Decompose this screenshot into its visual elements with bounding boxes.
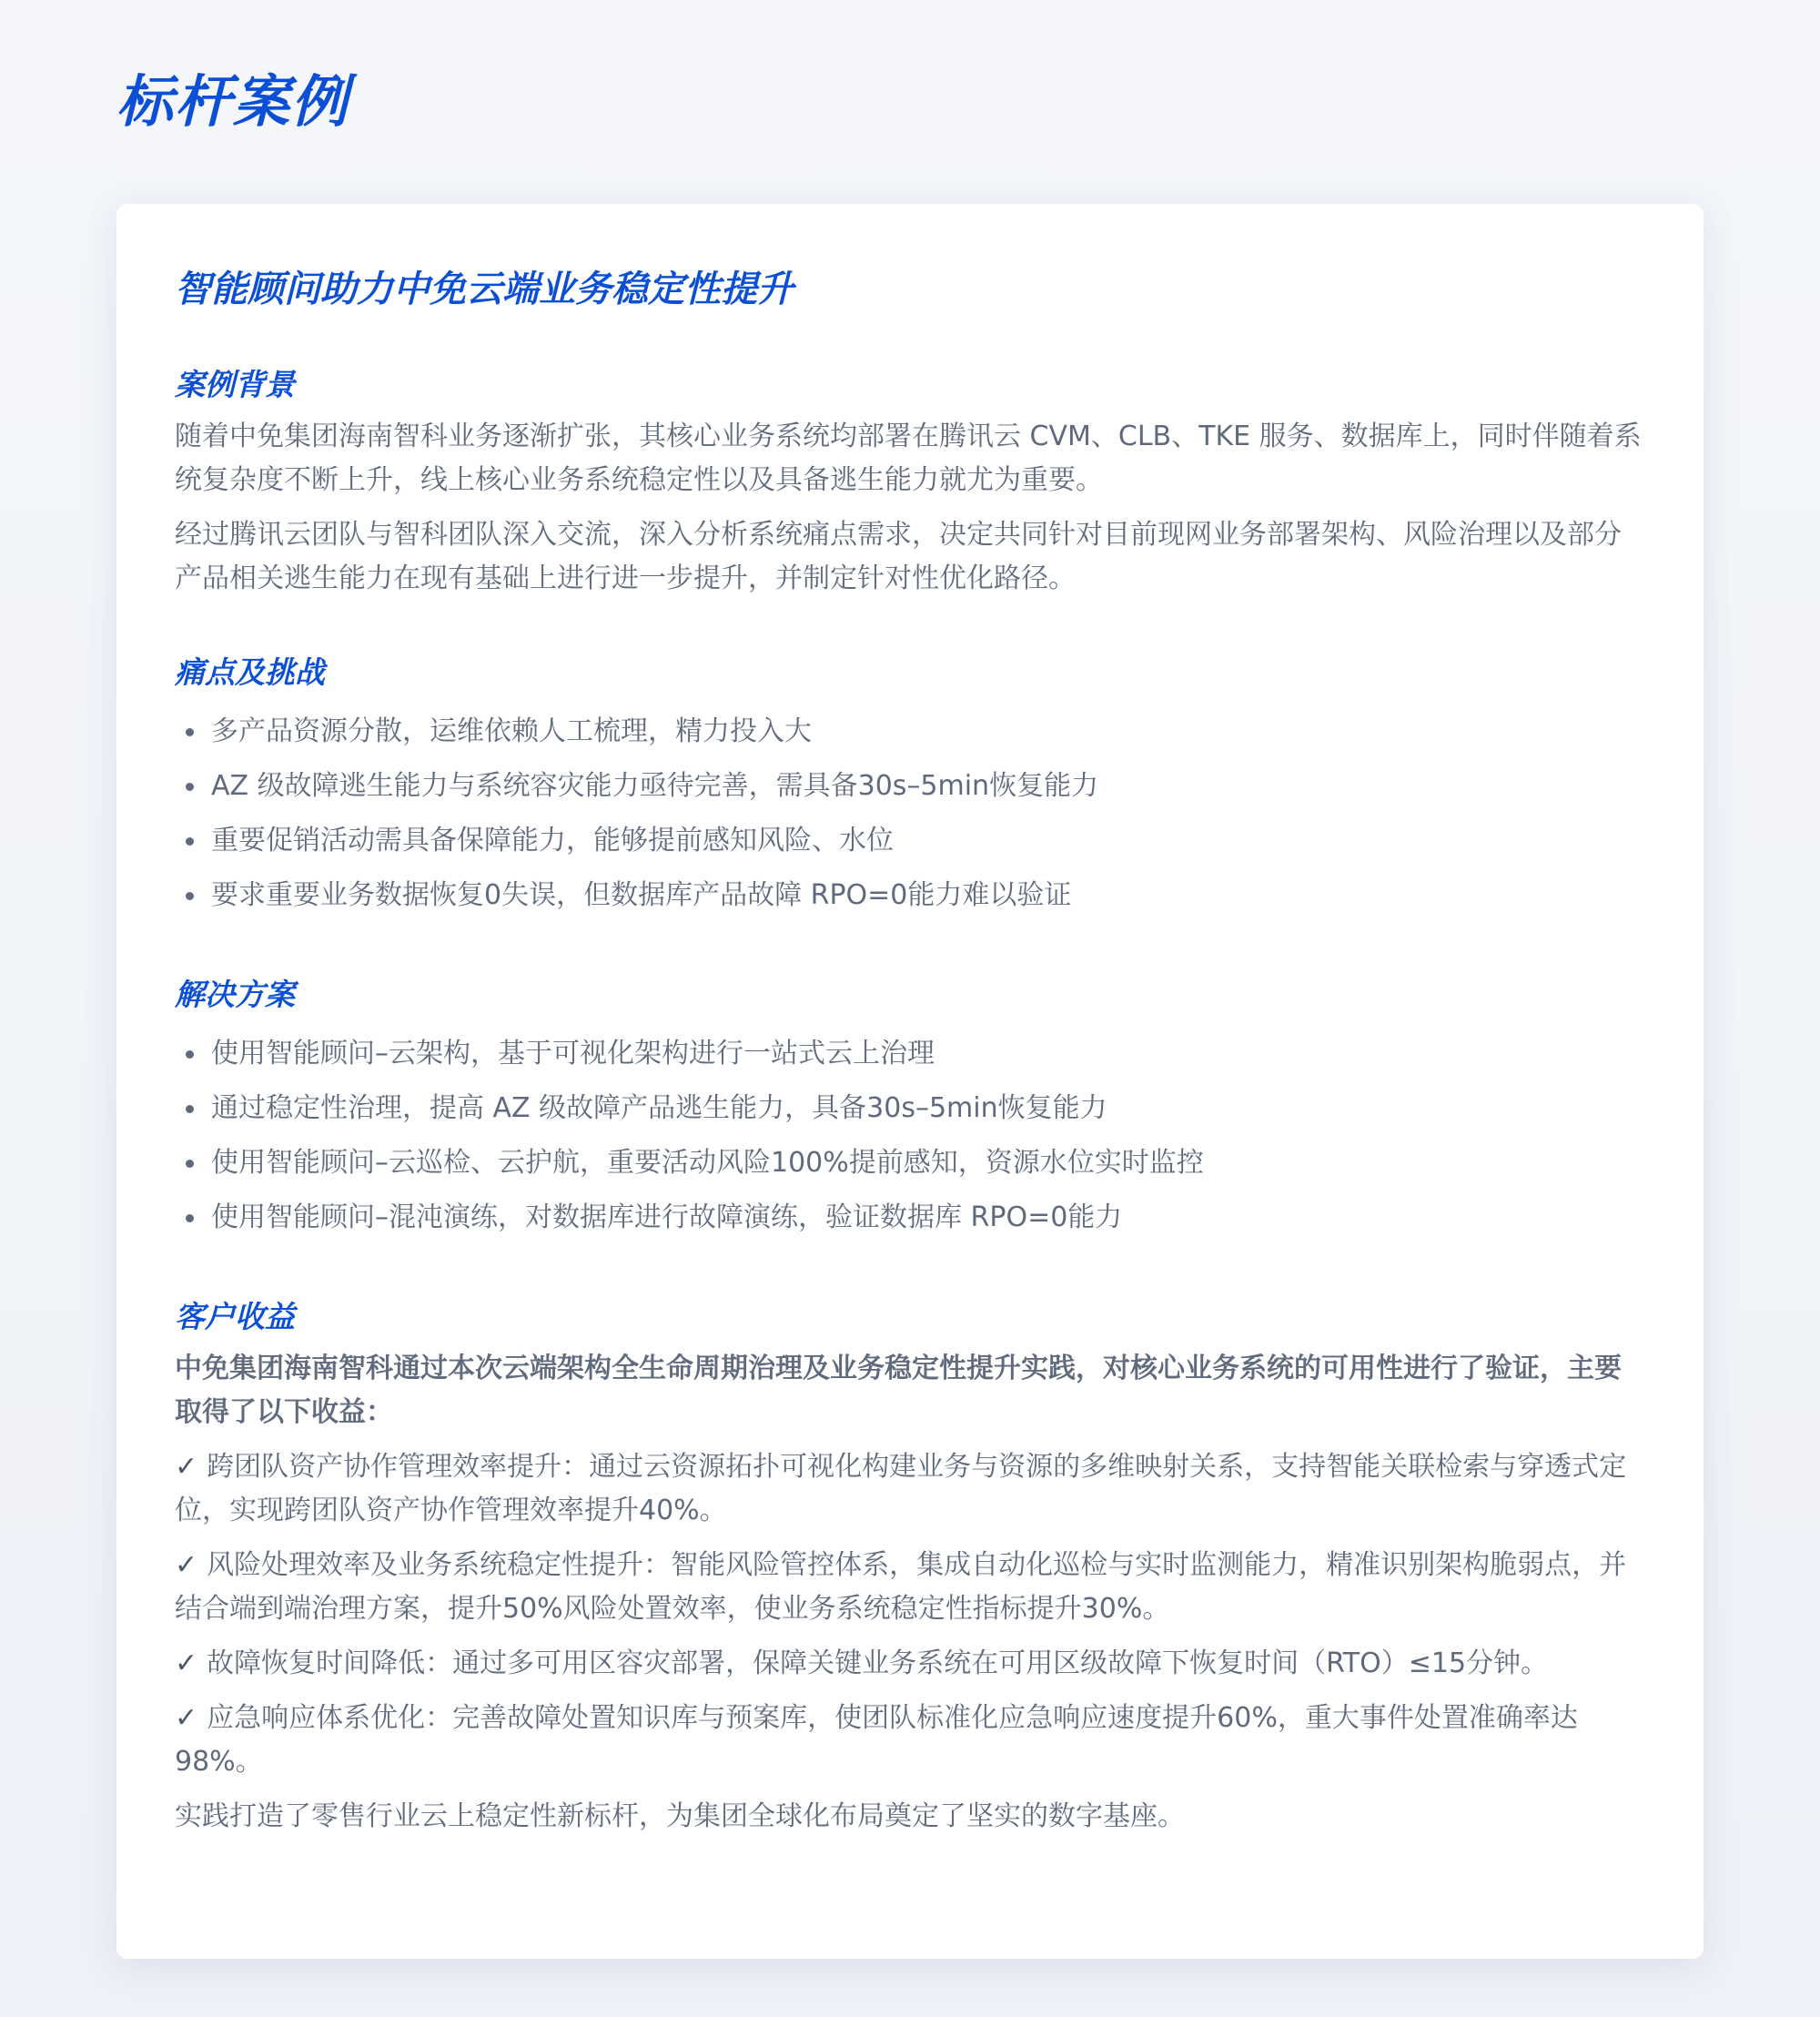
- benefits-heading: 客户收益: [175, 1299, 295, 1334]
- challenge-text: AZ 级故障逃生能力与系统容灾能力亟待完善，需具备30s–5min恢复能力: [211, 770, 1099, 802]
- check-icon: ✓: [175, 1702, 198, 1734]
- challenge-text: 要求重要业务数据恢复0失误，但数据库产品故障 RPO=0能力难以验证: [211, 879, 1072, 911]
- check-icon: ✓: [175, 1549, 198, 1581]
- list-item: [175, 1027, 1645, 1081]
- benefit-text: 故障恢复时间降低：通过多可用区容灾部署，保障关键业务系统在可用区级故障下恢复时间（RTO）≤15分钟。: [207, 1647, 1549, 1679]
- benefit-item: [175, 1445, 1645, 1533]
- solution-text: 使用智能顾问–混沌演练，对数据库进行故障演练，验证数据库 RPO=0能力: [211, 1201, 1123, 1233]
- background-heading: 案例背景: [175, 367, 295, 402]
- bullet-icon: [186, 1105, 194, 1113]
- background-paragraph: 经过腾讯云团队与智科团队深入交流，深入分析系统痛点需求，决定共同针对目前现网业务部署架构、风险治理以及部分产品相关逃生能力在现有基础上进行进一步提升，并制定针对性优化路径。: [175, 519, 1622, 594]
- bullet-icon: [186, 1160, 194, 1168]
- benefit-text: 应急响应体系优化：完善故障处置知识库与预案库，使团队标准化应急响应速度提升60%，重大事件处置准确率达98%。: [175, 1702, 1578, 1778]
- bullet-icon: [186, 783, 194, 791]
- solution-text: 使用智能顾问–云巡检、云护航，重要活动风险100%提前感知，资源水位实时监控: [211, 1147, 1204, 1179]
- bullet-icon: [186, 728, 194, 736]
- solution-text: 通过稳定性治理，提高 AZ 级故障产品逃生能力，具备30s–5min恢复能力: [211, 1092, 1107, 1124]
- bullet-icon: [186, 1050, 194, 1059]
- list-item: [175, 1136, 1645, 1191]
- background-paragraph: 随着中免集团海南智科业务逐渐扩张，其核心业务系统均部署在腾讯云 CVM、CLB、TKE 服务、数据库上，同时伴随着系统复杂度不断上升，线上核心业务系统稳定性以及具备逃生能力就尤为重要。: [175, 421, 1642, 496]
- list-item: [175, 814, 1645, 868]
- benefit-item: [175, 1697, 1645, 1784]
- list-item: [175, 868, 1645, 923]
- benefit-text: 风险处理效率及业务系统稳定性提升：智能风险管控体系，集成自动化巡检与实时监测能力，精准识别架构脆弱点，并结合端到端治理方案，提升50%风险处置效率，使业务系统稳定性指标提升30%。: [175, 1549, 1627, 1625]
- bullet-icon: [186, 837, 194, 846]
- check-icon: ✓: [175, 1647, 198, 1679]
- solution-text: 使用智能顾问–云架构，基于可视化架构进行一站式云上治理: [211, 1038, 935, 1069]
- solutions-list: [175, 1027, 1645, 1245]
- challenge-text: 重要促销活动需具备保障能力，能够提前感知风险、水位: [211, 825, 894, 856]
- case-card: [116, 204, 1704, 1959]
- challenge-text: 多产品资源分散，运维依赖人工梳理，精力投入大: [211, 715, 812, 747]
- bullet-icon: [186, 892, 194, 900]
- benefit-item: [175, 1544, 1645, 1631]
- bullet-icon: [186, 1214, 194, 1222]
- challenges-list: [175, 704, 1645, 923]
- benefit-item: [175, 1642, 1645, 1686]
- solutions-heading: 解决方案: [175, 977, 295, 1012]
- list-item: [175, 1191, 1645, 1245]
- list-item: [175, 704, 1645, 759]
- page-title: 标杆案例: [116, 68, 350, 135]
- challenges-heading: 痛点及挑战: [175, 654, 325, 690]
- list-item: [175, 1081, 1645, 1136]
- benefit-text: 跨团队资产协作管理效率提升：通过云资源拓扑可视化构建业务与资源的多维映射关系，支持智能关联检索与穿透式定位，实现跨团队资产协作管理效率提升40%。: [175, 1451, 1627, 1526]
- check-icon: ✓: [175, 1451, 198, 1483]
- list-item: [175, 759, 1645, 814]
- benefits-intro: 中免集团海南智科通过本次云端架构全生命周期治理及业务稳定性提升实践，对核心业务系统的可用性进行了验证，主要取得了以下收益：: [175, 1353, 1622, 1428]
- benefits-closing: 实践打造了零售行业云上稳定性新标杆，为集团全球化布局奠定了坚实的数字基座。: [175, 1800, 1185, 1832]
- case-title: 智能顾问助力中免云端业务稳定性提升: [175, 269, 794, 310]
